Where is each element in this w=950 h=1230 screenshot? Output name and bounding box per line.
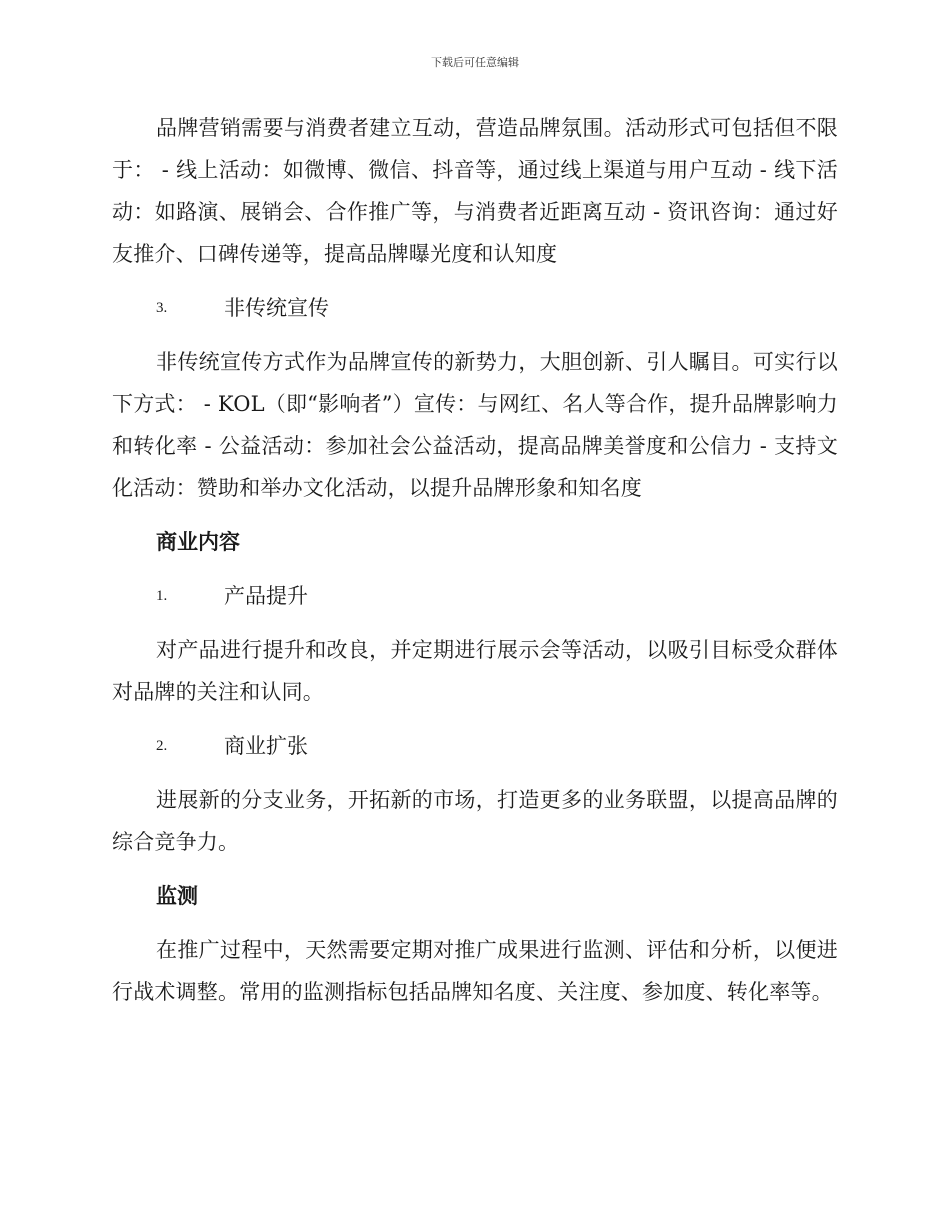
list-number: 2.: [156, 738, 168, 754]
page-header: 下载后可任意编辑: [431, 56, 519, 69]
list-item-expansion: [112, 725, 838, 767]
paragraph-expansion: 进展新的分支业务，开拓新的市场，打造更多的业务联盟，以提高品牌的综合竞争力。: [112, 788, 838, 854]
list-label: 非传统宣传: [224, 296, 329, 320]
paragraph-brand-interaction: 品牌营销需要与消费者建立互动，营造品牌氛围。活动形式可包括但不限于： - 线上活动：如微博、微信、抖音等，通过线上渠道与用户互动 - 线下活动：如路演、展销会、合作推广等，与消费者近距离互动 - 资讯咨询：通过好友推介、口碑传递等，提高品牌曝光度和认知度: [112, 116, 838, 266]
list-number: 1.: [156, 588, 168, 604]
list-label: 商业扩张: [224, 734, 308, 758]
section-heading-business: 商业内容: [156, 530, 240, 554]
list-item-product: [112, 575, 838, 617]
section-heading-monitor: 监测: [156, 884, 198, 908]
paragraph-nontraditional: 非传统宣传方式作为品牌宣传的新势力，大胆创新、引人瞩目。可实行以下方式： - KOL（即“影响者”）宣传：与网红、名人等合作，提升品牌影响力和转化率 - 公益活动：参加社会公益活动，提高品牌美誉度和公信力 - 支持文化活动：赞助和举办文化活动，以提升品牌形象和知名度: [112, 350, 838, 500]
list-item-nontraditional: [112, 287, 838, 329]
paragraph-monitor: 在推广过程中，天然需要定期对推广成果进行监测、评估和分析，以便进行战术调整。常用的监测指标包括品牌知名度、关注度、参加度、转化率等。: [112, 938, 838, 1004]
paragraph-product: 对产品进行提升和改良，并定期进行展示会等活动，以吸引目标受众群体对品牌的关注和认同。: [112, 638, 838, 704]
list-label: 产品提升: [224, 584, 308, 608]
list-number: 3.: [156, 300, 168, 316]
document-body: [112, 107, 838, 1025]
